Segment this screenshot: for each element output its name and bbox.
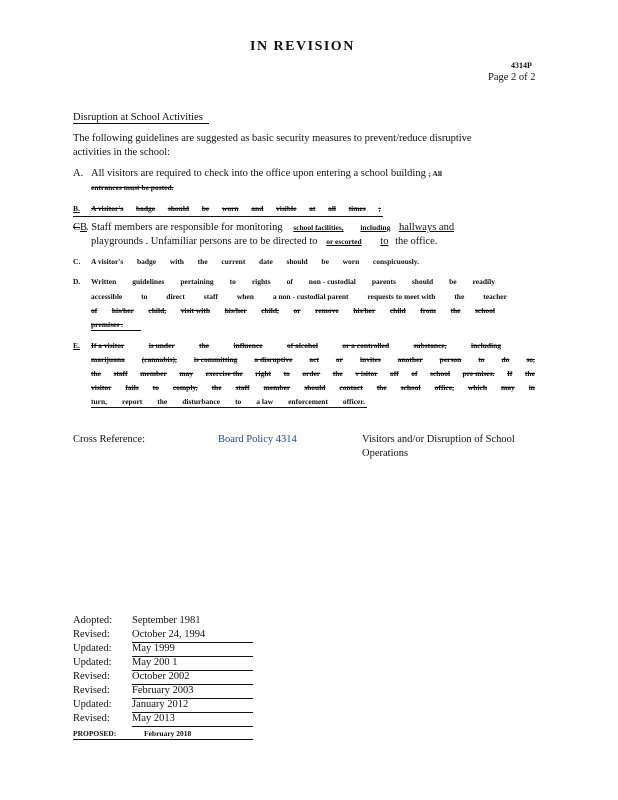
item-a-tail: ; All — [428, 169, 443, 178]
item-b-word: times — [348, 204, 366, 213]
item-e-word: in — [528, 383, 535, 392]
item-d-word: to — [229, 277, 236, 286]
item-d-word: parents — [371, 277, 396, 286]
item-b-word: visible — [276, 204, 297, 213]
item-d-word: of — [286, 277, 293, 286]
item-e-word: school — [430, 369, 451, 378]
item-e-word: of alcohol — [286, 341, 318, 350]
item-d-line-3 — [91, 306, 495, 315]
item-a-text: All visitors are required to check into the office upon entering a school building — [91, 168, 426, 179]
item-c-word: with — [169, 257, 184, 266]
item-b-word: at — [309, 204, 316, 213]
item-e-word: invites — [359, 355, 381, 364]
item-d-word: staff — [203, 292, 218, 301]
item-b-underline — [73, 216, 383, 217]
item-e-word: may — [501, 383, 515, 392]
policy-code: 4314P — [511, 61, 532, 70]
item-cb-new-letter: B — [80, 222, 88, 233]
item-cb-text-underlined: to — [380, 236, 389, 247]
item-c-word: current — [221, 257, 246, 266]
item-d-word: teacher — [483, 292, 507, 301]
item-e-word: right — [255, 369, 272, 378]
item-e-word: fails — [125, 383, 139, 392]
item-e-word: marijuana — [91, 355, 125, 364]
item-e-word: to — [478, 355, 485, 364]
item-d-word: to — [141, 292, 148, 301]
item-e-word: v isitor — [355, 369, 378, 378]
cross-reference-desc-1: Visitors and/or Disruption of School — [362, 434, 515, 445]
item-e-word: or — [335, 355, 344, 364]
item-e-word: report — [122, 397, 143, 406]
history-date: May 2013 — [132, 713, 175, 724]
item-e-line-1 — [91, 341, 501, 350]
item-d-word: when — [236, 292, 254, 301]
item-e-word: the — [332, 369, 343, 378]
item-e-word: a disruptive — [254, 355, 293, 364]
item-e-word: member — [263, 383, 291, 392]
item-e-word: to — [283, 369, 290, 378]
item-c-line — [91, 257, 419, 266]
item-cb-text: . Staff members are responsible for monitoring — [86, 222, 283, 233]
item-c-letter: C. — [73, 257, 81, 266]
item-cb-line-2 — [91, 236, 437, 247]
item-e-word: comply, — [172, 383, 198, 392]
item-e-line-3 — [91, 369, 535, 378]
item-e-word: exercise the — [205, 369, 243, 378]
item-e-word: the — [91, 369, 101, 378]
item-e-word: If — [507, 369, 513, 378]
item-e-word: is committing — [193, 355, 238, 364]
history-label: Adopted: — [73, 615, 113, 626]
item-d-word: direct — [166, 292, 185, 301]
item-d-word: child, — [148, 306, 167, 315]
item-a-line-1 — [91, 168, 442, 179]
history-date: October 2002 — [132, 671, 190, 682]
item-c-word: the — [197, 257, 208, 266]
item-e-word: order — [302, 369, 321, 378]
item-b-letter: B. — [73, 204, 80, 213]
item-e-line-4 — [91, 383, 535, 392]
item-d-word: or — [293, 306, 301, 315]
history-date: May 1999 — [132, 643, 175, 654]
item-e-underline — [91, 407, 367, 408]
item-e-word: pre mises. — [462, 369, 495, 378]
item-d-word: child — [389, 306, 406, 315]
history-label: PROPOSED: — [73, 729, 117, 738]
item-e-word: visitor — [91, 383, 112, 392]
item-e-word: office, — [434, 383, 454, 392]
item-e-word: including — [470, 341, 501, 350]
item-c-word: be — [321, 257, 329, 266]
item-e-line-5 — [91, 397, 365, 406]
item-d-word: pertaining — [180, 277, 214, 286]
item-c-word: should — [286, 257, 308, 266]
item-d-underline — [91, 330, 141, 331]
item-d-word: readily — [472, 277, 495, 286]
item-e-word: staff — [235, 383, 250, 392]
item-e-word: the — [376, 383, 387, 392]
item-c-word: A visitor's — [91, 257, 124, 266]
item-e-word: do — [501, 355, 510, 364]
item-e-word: person — [439, 355, 462, 364]
board-policy-link[interactable]: Board Policy 4314 — [218, 434, 297, 445]
item-d-word: child, — [261, 306, 279, 315]
item-e-word: is under — [148, 341, 175, 350]
item-e-word: disturbance — [182, 397, 221, 406]
item-e-letter: E. — [73, 341, 80, 350]
item-e-word: or a controlled — [342, 341, 390, 350]
page-number: Page 2 of 2 — [488, 72, 536, 83]
item-b-word: should — [167, 204, 190, 213]
history-label: Revised: — [73, 629, 110, 640]
item-e-word: influence — [233, 341, 263, 350]
item-cb-text: the office. — [395, 236, 438, 247]
item-d-word: requests to meet with — [367, 292, 436, 301]
history-label: Updated: — [73, 643, 112, 654]
item-e-word: turn, — [91, 397, 108, 406]
item-d-letter: D. — [73, 277, 81, 286]
item-d-word: his/her — [111, 306, 134, 315]
item-d-word: should — [411, 277, 434, 286]
history-label: Revised: — [73, 671, 110, 682]
item-b-word: ; — [378, 204, 381, 213]
item-d-word: be — [449, 277, 457, 286]
item-d-word: non - custodial — [308, 277, 356, 286]
item-e-word: contact — [339, 383, 363, 392]
item-e-word: so, — [526, 355, 535, 364]
item-d-word: remove — [315, 306, 339, 315]
item-d-word: from — [420, 306, 436, 315]
item-cb-inserted-text: or escorted — [326, 237, 362, 246]
item-d-word: school — [474, 306, 495, 315]
item-d-line-4: premises . — [91, 320, 123, 329]
item-b-word: badge — [135, 204, 156, 213]
item-e-word: (cannabis), — [141, 355, 177, 364]
item-e-word: school — [400, 383, 421, 392]
item-d-word: his/her — [353, 306, 376, 315]
item-e-word: staff — [113, 369, 128, 378]
item-e-word: of — [411, 369, 418, 378]
item-e-word: the — [211, 383, 222, 392]
item-e-word: act — [309, 355, 319, 364]
item-cb-old-letter: C — [73, 222, 81, 233]
item-d-word: Written — [91, 277, 117, 286]
item-e-word: If a visitor — [91, 341, 125, 350]
item-e-word: enforcement — [288, 397, 328, 406]
item-cb-letters — [73, 222, 87, 233]
item-e-word: the — [524, 369, 535, 378]
history-date: May 200 1 — [132, 657, 178, 668]
item-cb-text-underlined: hallways and — [398, 222, 455, 233]
item-e-word: member — [140, 369, 167, 378]
cross-reference-desc-2: Operations — [362, 448, 409, 459]
document-status-title: IN REVISION — [250, 39, 355, 54]
item-cb-inserted-text: including — [360, 223, 391, 232]
intro-line-1: The following guidelines are suggested as basic security measures to prevent/reduce disruptive — [73, 133, 472, 144]
item-c-word: badge — [136, 257, 157, 266]
item-e-word: a law — [256, 397, 274, 406]
item-d-word: accessible — [91, 292, 123, 301]
item-d-word: the — [454, 292, 465, 301]
item-d-line-1 — [91, 277, 495, 286]
intro-line-2: activities in the school: — [73, 147, 171, 158]
history-underline — [132, 726, 253, 727]
item-d-word: visit with — [180, 306, 211, 315]
history-date: February 2018 — [144, 729, 192, 738]
history-label: Updated: — [73, 699, 112, 710]
item-cb-text: playgrounds . Unfamiliar persons are to be directed to — [91, 236, 318, 247]
history-date: January 2012 — [132, 699, 189, 710]
item-e-word: to — [235, 397, 242, 406]
section-title — [73, 112, 209, 124]
item-cb-line-1 — [86, 222, 454, 233]
item-e-word: to — [152, 383, 159, 392]
item-e-word: should — [304, 383, 326, 392]
item-b-word: A visitor's — [91, 204, 124, 213]
history-date: February 2003 — [132, 685, 194, 696]
item-d-word: of — [91, 306, 98, 315]
item-b-word: all — [328, 204, 336, 213]
item-b-word: worn — [221, 204, 239, 213]
item-c-word: date — [259, 257, 273, 266]
item-e-word: substance, — [413, 341, 447, 350]
item-c-word: conspicuously. — [372, 257, 419, 266]
item-cb-inserted-text: school facilities, — [293, 223, 344, 232]
item-b-word: and — [251, 204, 264, 213]
history-date: September 1981 — [132, 615, 201, 626]
history-date: October 24, 1994 — [132, 629, 206, 640]
item-e-word: may — [179, 369, 194, 378]
item-e-word: which — [467, 383, 488, 392]
item-e-word: officer. — [342, 397, 365, 406]
item-e-word: off — [390, 369, 399, 378]
item-e-word: another — [397, 355, 423, 364]
item-d-word: guidelines — [132, 277, 165, 286]
item-a-letter: A. — [73, 168, 84, 179]
item-e-word: the — [199, 341, 210, 350]
history-label: Revised: — [73, 685, 110, 696]
section-title-text: Disruption at School Activities — [73, 112, 209, 124]
item-d-word: the — [450, 306, 461, 315]
cross-reference-label: Cross Reference: — [73, 434, 146, 445]
item-e-word: the — [157, 397, 168, 406]
item-b-word: be — [201, 204, 210, 213]
item-a-line-2: entrances must be posted. — [91, 183, 174, 192]
item-d-line-2 — [91, 292, 507, 301]
item-b-line — [91, 204, 381, 213]
history-underline — [73, 739, 253, 740]
item-d-word: a non - custodial parent — [272, 292, 349, 301]
history-label: Revised: — [73, 713, 110, 724]
item-c-word: worn — [342, 257, 360, 266]
item-d-word: his/her — [224, 306, 247, 315]
item-e-line-2 — [91, 355, 535, 364]
history-label: Updated: — [73, 657, 112, 668]
item-d-word: rights — [251, 277, 271, 286]
